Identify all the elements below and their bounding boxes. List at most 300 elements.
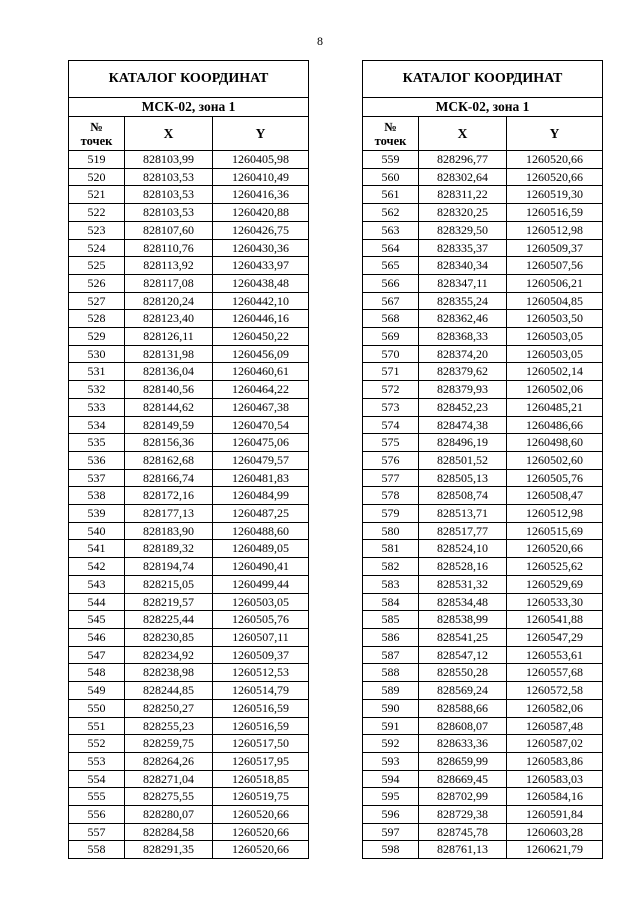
y-coordinate-cell: 1260485,21 (507, 398, 603, 416)
table-row (363, 575, 603, 593)
point-number-cell: 570 (363, 345, 419, 363)
table-row (69, 186, 309, 204)
y-coordinate-cell: 1260442,10 (213, 292, 309, 310)
table-row (69, 735, 309, 753)
x-coordinate-cell: 828311,22 (419, 186, 507, 204)
x-coordinate-cell: 828189,32 (125, 540, 213, 558)
x-coordinate-cell: 828144,62 (125, 398, 213, 416)
point-number-cell: 574 (363, 416, 419, 434)
table-row (363, 682, 603, 700)
x-coordinate-cell: 828271,04 (125, 770, 213, 788)
y-coordinate-cell: 1260503,05 (507, 328, 603, 346)
table-row (69, 841, 309, 859)
zone-header: МСК-02, зона 1 (69, 98, 309, 117)
point-number-cell: 542 (69, 558, 125, 576)
y-coordinate-cell: 1260499,44 (213, 575, 309, 593)
y-coordinate-cell: 1260529,69 (507, 575, 603, 593)
point-number-cell: 577 (363, 469, 419, 487)
x-coordinate-cell: 828284,58 (125, 823, 213, 841)
x-coordinate-cell: 828474,38 (419, 416, 507, 434)
y-coordinate-cell: 1260450,22 (213, 328, 309, 346)
y-coordinate-cell: 1260512,53 (213, 664, 309, 682)
x-coordinate-cell: 828659,99 (419, 752, 507, 770)
x-coordinate-cell: 828524,10 (419, 540, 507, 558)
table-row (69, 257, 309, 275)
table-row (363, 505, 603, 523)
table-row (69, 788, 309, 806)
x-coordinate-cell: 828355,24 (419, 292, 507, 310)
x-coordinate-cell: 828255,23 (125, 717, 213, 735)
y-coordinate-cell: 1260416,36 (213, 186, 309, 204)
y-coordinate-cell: 1260505,76 (507, 469, 603, 487)
y-coordinate-cell: 1260541,88 (507, 611, 603, 629)
y-coordinate-cell: 1260456,09 (213, 345, 309, 363)
y-coordinate-cell: 1260503,50 (507, 310, 603, 328)
table-row (363, 522, 603, 540)
table-row (69, 664, 309, 682)
table-row (363, 345, 603, 363)
table-row (69, 381, 309, 399)
point-number-cell: 538 (69, 487, 125, 505)
point-number-cell: 534 (69, 416, 125, 434)
point-number-cell: 576 (363, 451, 419, 469)
x-coordinate-cell: 828550,28 (419, 664, 507, 682)
point-number-cell: 533 (69, 398, 125, 416)
table-row (69, 611, 309, 629)
point-number-cell: 552 (69, 735, 125, 753)
x-coordinate-cell: 828126,11 (125, 328, 213, 346)
table-row (69, 434, 309, 452)
x-coordinate-cell: 828140,56 (125, 381, 213, 399)
point-number-cell: 539 (69, 505, 125, 523)
point-number-cell: 546 (69, 628, 125, 646)
x-coordinate-cell: 828244,85 (125, 682, 213, 700)
x-coordinate-cell: 828340,34 (419, 257, 507, 275)
x-coordinate-cell: 828120,24 (125, 292, 213, 310)
point-number-cell: 531 (69, 363, 125, 381)
y-coordinate-cell: 1260507,56 (507, 257, 603, 275)
catalog-title: КАТАЛОГ КООРДИНАТ (69, 61, 309, 98)
table-row (69, 451, 309, 469)
point-number-cell: 569 (363, 328, 419, 346)
table-row (69, 310, 309, 328)
point-number-header: № точек (69, 117, 125, 151)
table-row (363, 593, 603, 611)
x-coordinate-cell: 828374,20 (419, 345, 507, 363)
y-coordinate-cell: 1260520,66 (507, 151, 603, 169)
table-row (363, 310, 603, 328)
x-coordinate-cell: 828379,62 (419, 363, 507, 381)
y-coordinate-cell: 1260509,37 (507, 239, 603, 257)
y-header: Y (213, 117, 309, 151)
catalog-title: КАТАЛОГ КООРДИНАТ (363, 61, 603, 98)
y-coordinate-cell: 1260520,66 (213, 806, 309, 824)
table-row (363, 469, 603, 487)
point-number-cell: 564 (363, 239, 419, 257)
table-row (363, 770, 603, 788)
y-coordinate-cell: 1260520,66 (213, 841, 309, 859)
table-row (363, 221, 603, 239)
table-row (69, 505, 309, 523)
point-number-cell: 565 (363, 257, 419, 275)
y-coordinate-cell: 1260503,05 (507, 345, 603, 363)
point-number-header: № точек (363, 117, 419, 151)
y-coordinate-cell: 1260481,83 (213, 469, 309, 487)
x-coordinate-cell: 828501,52 (419, 451, 507, 469)
y-coordinate-cell: 1260498,60 (507, 434, 603, 452)
table-row (69, 628, 309, 646)
x-coordinate-cell: 828123,40 (125, 310, 213, 328)
x-coordinate-cell: 828541,25 (419, 628, 507, 646)
x-coordinate-cell: 828117,08 (125, 274, 213, 292)
page-number: 8 (317, 34, 323, 48)
y-coordinate-cell: 1260517,50 (213, 735, 309, 753)
x-coordinate-cell: 828107,60 (125, 221, 213, 239)
point-number-cell: 590 (363, 699, 419, 717)
table-row (69, 770, 309, 788)
table-row (69, 593, 309, 611)
table-row (69, 168, 309, 186)
point-number-cell: 566 (363, 274, 419, 292)
point-number-cell: 592 (363, 735, 419, 753)
x-coordinate-cell: 828362,46 (419, 310, 507, 328)
y-coordinate-cell: 1260583,86 (507, 752, 603, 770)
table-row (363, 381, 603, 399)
table-row (69, 292, 309, 310)
y-coordinate-cell: 1260503,05 (213, 593, 309, 611)
point-number-cell: 547 (69, 646, 125, 664)
y-coordinate-cell: 1260547,29 (507, 628, 603, 646)
x-coordinate-cell: 828702,99 (419, 788, 507, 806)
point-number-cell: 558 (69, 841, 125, 859)
table-row (363, 239, 603, 257)
point-number-cell: 588 (363, 664, 419, 682)
x-coordinate-cell: 828103,53 (125, 204, 213, 222)
y-coordinate-cell: 1260433,97 (213, 257, 309, 275)
x-coordinate-cell: 828156,36 (125, 434, 213, 452)
y-coordinate-cell: 1260553,61 (507, 646, 603, 664)
point-number-cell: 595 (363, 788, 419, 806)
point-number-cell: 587 (363, 646, 419, 664)
table-row (363, 186, 603, 204)
table-row (363, 823, 603, 841)
table-row (69, 575, 309, 593)
table-row (69, 363, 309, 381)
x-coordinate-cell: 828162,68 (125, 451, 213, 469)
point-number-cell: 560 (363, 168, 419, 186)
y-coordinate-cell: 1260505,76 (213, 611, 309, 629)
x-coordinate-cell: 828320,25 (419, 204, 507, 222)
table-row (363, 788, 603, 806)
point-number-cell: 579 (363, 505, 419, 523)
table-row (69, 806, 309, 824)
point-number-cell: 580 (363, 522, 419, 540)
x-coordinate-cell: 828110,76 (125, 239, 213, 257)
y-coordinate-cell: 1260490,41 (213, 558, 309, 576)
x-coordinate-cell: 828234,92 (125, 646, 213, 664)
table-row (363, 628, 603, 646)
x-coordinate-cell: 828761,13 (419, 841, 507, 859)
point-number-cell: 597 (363, 823, 419, 841)
y-coordinate-cell: 1260520,66 (213, 823, 309, 841)
point-number-cell: 554 (69, 770, 125, 788)
point-number-cell: 543 (69, 575, 125, 593)
table-row (363, 646, 603, 664)
x-coordinate-cell: 828302,64 (419, 168, 507, 186)
y-coordinate-cell: 1260509,37 (213, 646, 309, 664)
point-number-cell: 522 (69, 204, 125, 222)
point-number-cell: 562 (363, 204, 419, 222)
y-coordinate-cell: 1260591,84 (507, 806, 603, 824)
y-coordinate-cell: 1260520,66 (507, 540, 603, 558)
table-row (363, 451, 603, 469)
point-number-cell: 589 (363, 682, 419, 700)
y-coordinate-cell: 1260518,85 (213, 770, 309, 788)
table-row (363, 611, 603, 629)
y-coordinate-cell: 1260516,59 (213, 699, 309, 717)
y-coordinate-cell: 1260583,03 (507, 770, 603, 788)
y-coordinate-cell: 1260512,98 (507, 221, 603, 239)
y-coordinate-cell: 1260467,38 (213, 398, 309, 416)
table-row (363, 274, 603, 292)
y-coordinate-cell: 1260525,62 (507, 558, 603, 576)
point-number-cell: 540 (69, 522, 125, 540)
y-coordinate-cell: 1260516,59 (213, 717, 309, 735)
y-coordinate-cell: 1260502,06 (507, 381, 603, 399)
x-coordinate-cell: 828194,74 (125, 558, 213, 576)
y-coordinate-cell: 1260508,47 (507, 487, 603, 505)
zone-header: МСК-02, зона 1 (363, 98, 603, 117)
table-row (363, 257, 603, 275)
y-coordinate-cell: 1260464,22 (213, 381, 309, 399)
y-coordinate-cell: 1260470,54 (213, 416, 309, 434)
x-coordinate-cell: 828250,27 (125, 699, 213, 717)
y-coordinate-cell: 1260502,60 (507, 451, 603, 469)
point-number-cell: 591 (363, 717, 419, 735)
y-coordinate-cell: 1260507,11 (213, 628, 309, 646)
table-row (69, 540, 309, 558)
y-coordinate-cell: 1260430,36 (213, 239, 309, 257)
x-coordinate-cell: 828103,99 (125, 151, 213, 169)
y-coordinate-cell: 1260584,16 (507, 788, 603, 806)
x-header: X (419, 117, 507, 151)
table-row (363, 735, 603, 753)
y-coordinate-cell: 1260438,48 (213, 274, 309, 292)
point-number-cell: 593 (363, 752, 419, 770)
x-coordinate-cell: 828219,57 (125, 593, 213, 611)
point-number-cell: 551 (69, 717, 125, 735)
table-row (69, 274, 309, 292)
point-number-cell: 527 (69, 292, 125, 310)
x-coordinate-cell: 828496,19 (419, 434, 507, 452)
point-number-cell: 524 (69, 239, 125, 257)
x-coordinate-cell: 828547,12 (419, 646, 507, 664)
y-coordinate-cell: 1260486,66 (507, 416, 603, 434)
point-number-cell: 548 (69, 664, 125, 682)
table-row (69, 823, 309, 841)
x-coordinate-cell: 828172,16 (125, 487, 213, 505)
table-row (363, 434, 603, 452)
table-row (363, 292, 603, 310)
x-coordinate-cell: 828225,44 (125, 611, 213, 629)
table-row (363, 487, 603, 505)
table-row (363, 328, 603, 346)
point-number-cell: 561 (363, 186, 419, 204)
y-coordinate-cell: 1260582,06 (507, 699, 603, 717)
point-number-cell: 584 (363, 593, 419, 611)
point-number-cell: 572 (363, 381, 419, 399)
y-coordinate-cell: 1260533,30 (507, 593, 603, 611)
x-coordinate-cell: 828136,04 (125, 363, 213, 381)
y-coordinate-cell: 1260512,98 (507, 505, 603, 523)
point-number-cell: 575 (363, 434, 419, 452)
table-row (363, 204, 603, 222)
point-number-cell: 523 (69, 221, 125, 239)
table-row (363, 363, 603, 381)
point-number-cell: 598 (363, 841, 419, 859)
table-row (363, 806, 603, 824)
x-coordinate-cell: 828113,92 (125, 257, 213, 275)
table-row (69, 487, 309, 505)
x-coordinate-cell: 828379,93 (419, 381, 507, 399)
y-coordinate-cell: 1260420,88 (213, 204, 309, 222)
y-coordinate-cell: 1260506,21 (507, 274, 603, 292)
y-coordinate-cell: 1260489,05 (213, 540, 309, 558)
point-number-cell: 553 (69, 752, 125, 770)
x-coordinate-cell: 828347,11 (419, 274, 507, 292)
table-row (363, 168, 603, 186)
point-number-cell: 530 (69, 345, 125, 363)
table-row (69, 151, 309, 169)
x-coordinate-cell: 828745,78 (419, 823, 507, 841)
table-row (69, 752, 309, 770)
point-number-cell: 567 (363, 292, 419, 310)
table-row (69, 699, 309, 717)
y-coordinate-cell: 1260519,30 (507, 186, 603, 204)
table-row (69, 682, 309, 700)
x-coordinate-cell: 828275,55 (125, 788, 213, 806)
y-coordinate-cell: 1260479,57 (213, 451, 309, 469)
x-coordinate-cell: 828177,13 (125, 505, 213, 523)
point-number-cell: 582 (363, 558, 419, 576)
x-coordinate-cell: 828608,07 (419, 717, 507, 735)
y-coordinate-cell: 1260502,14 (507, 363, 603, 381)
x-coordinate-cell: 828531,32 (419, 575, 507, 593)
point-number-cell: 537 (69, 469, 125, 487)
x-coordinate-cell: 828534,48 (419, 593, 507, 611)
x-coordinate-cell: 828588,66 (419, 699, 507, 717)
point-number-cell: 563 (363, 221, 419, 239)
point-number-cell: 521 (69, 186, 125, 204)
point-number-cell: 520 (69, 168, 125, 186)
y-coordinate-cell: 1260460,61 (213, 363, 309, 381)
point-number-cell: 557 (69, 823, 125, 841)
y-coordinate-cell: 1260587,48 (507, 717, 603, 735)
table-row (363, 664, 603, 682)
x-coordinate-cell: 828505,13 (419, 469, 507, 487)
x-coordinate-cell: 828131,98 (125, 345, 213, 363)
x-coordinate-cell: 828291,35 (125, 841, 213, 859)
x-coordinate-cell: 828508,74 (419, 487, 507, 505)
y-coordinate-cell: 1260520,66 (507, 168, 603, 186)
point-number-cell: 578 (363, 487, 419, 505)
point-number-cell: 526 (69, 274, 125, 292)
y-coordinate-cell: 1260572,58 (507, 682, 603, 700)
table-row (363, 558, 603, 576)
y-coordinate-cell: 1260519,75 (213, 788, 309, 806)
y-coordinate-cell: 1260603,28 (507, 823, 603, 841)
y-coordinate-cell: 1260557,68 (507, 664, 603, 682)
x-coordinate-cell: 828729,38 (419, 806, 507, 824)
table-row (69, 345, 309, 363)
point-number-cell: 568 (363, 310, 419, 328)
y-coordinate-cell: 1260516,59 (507, 204, 603, 222)
point-number-cell: 532 (69, 381, 125, 399)
table-row (69, 469, 309, 487)
x-coordinate-cell: 828149,59 (125, 416, 213, 434)
y-coordinate-cell: 1260475,06 (213, 434, 309, 452)
y-coordinate-cell: 1260514,79 (213, 682, 309, 700)
table-row (69, 239, 309, 257)
point-number-cell: 573 (363, 398, 419, 416)
x-coordinate-cell: 828517,77 (419, 522, 507, 540)
point-number-cell: 529 (69, 328, 125, 346)
x-coordinate-cell: 828215,05 (125, 575, 213, 593)
point-number-cell: 549 (69, 682, 125, 700)
point-number-cell: 586 (363, 628, 419, 646)
x-header: X (125, 117, 213, 151)
point-number-cell: 545 (69, 611, 125, 629)
point-number-cell: 555 (69, 788, 125, 806)
x-coordinate-cell: 828513,71 (419, 505, 507, 523)
x-coordinate-cell: 828183,90 (125, 522, 213, 540)
point-number-cell: 596 (363, 806, 419, 824)
y-coordinate-cell: 1260484,99 (213, 487, 309, 505)
point-number-cell: 550 (69, 699, 125, 717)
y-coordinate-cell: 1260426,75 (213, 221, 309, 239)
table-row (363, 416, 603, 434)
table-row (363, 717, 603, 735)
x-coordinate-cell: 828452,23 (419, 398, 507, 416)
y-coordinate-cell: 1260504,85 (507, 292, 603, 310)
table-row (363, 540, 603, 558)
x-coordinate-cell: 828329,50 (419, 221, 507, 239)
point-number-cell: 583 (363, 575, 419, 593)
x-coordinate-cell: 828569,24 (419, 682, 507, 700)
y-header: Y (507, 117, 603, 151)
point-number-cell: 571 (363, 363, 419, 381)
x-coordinate-cell: 828633,36 (419, 735, 507, 753)
y-coordinate-cell: 1260587,02 (507, 735, 603, 753)
table-row (363, 699, 603, 717)
table-row (69, 646, 309, 664)
point-number-cell: 594 (363, 770, 419, 788)
point-number-cell: 541 (69, 540, 125, 558)
y-coordinate-cell: 1260487,25 (213, 505, 309, 523)
y-coordinate-cell: 1260410,49 (213, 168, 309, 186)
point-number-cell: 581 (363, 540, 419, 558)
table-row (69, 204, 309, 222)
point-number-cell: 528 (69, 310, 125, 328)
x-coordinate-cell: 828166,74 (125, 469, 213, 487)
x-coordinate-cell: 828238,98 (125, 664, 213, 682)
point-number-cell: 536 (69, 451, 125, 469)
y-coordinate-cell: 1260517,95 (213, 752, 309, 770)
point-number-cell: 525 (69, 257, 125, 275)
x-coordinate-cell: 828335,37 (419, 239, 507, 257)
table-row (69, 522, 309, 540)
y-coordinate-cell: 1260515,69 (507, 522, 603, 540)
